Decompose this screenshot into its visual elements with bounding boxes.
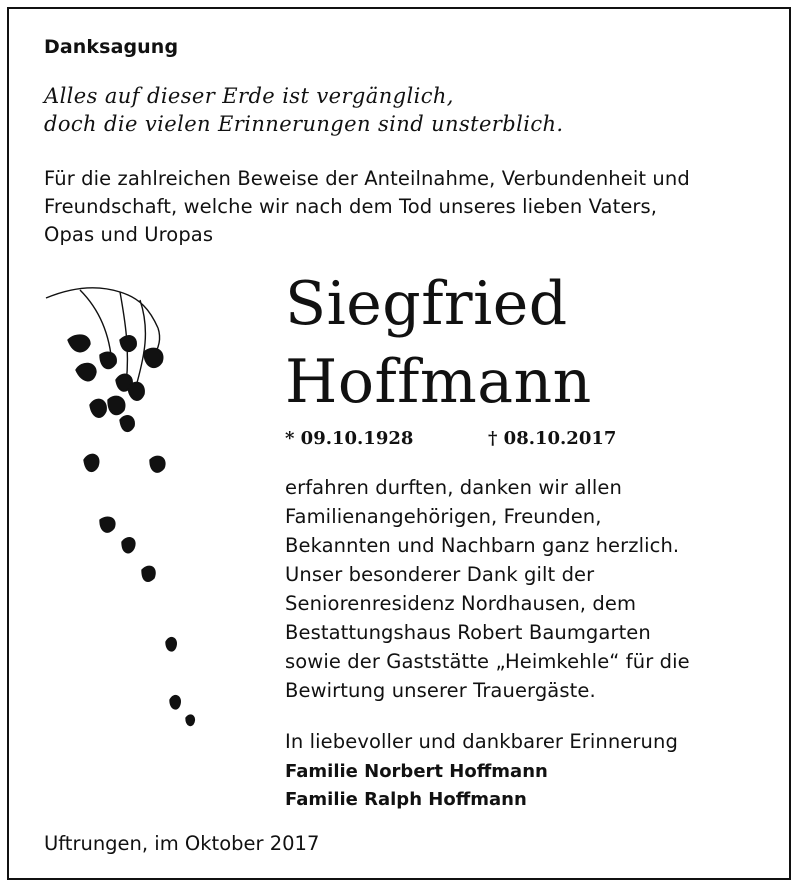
deceased-last-name: Hoffmann bbox=[285, 347, 592, 417]
birth-date: * 09.10.1928 bbox=[285, 428, 414, 449]
body-line-2: Familienangehörigen, Freunden, bbox=[285, 505, 602, 528]
quote-line-2: doch die vielen Erinnerungen sind unsterblich. bbox=[44, 112, 564, 136]
body-line-5: Seniorenresidenz Nordhausen, dem bbox=[285, 592, 637, 615]
deceased-first-name: Siegfried bbox=[285, 269, 568, 339]
body-line-3: Bekannten und Nachbarn ganz herzlich. bbox=[285, 534, 680, 557]
intro-line-2: Freundschaft, welche wir nach dem Tod unseres lieben Vaters, bbox=[44, 195, 658, 218]
heading: Danksagung bbox=[44, 36, 179, 58]
intro-line-3: Opas und Uropas bbox=[44, 223, 214, 246]
intro-line-1: Für die zahlreichen Beweise der Anteilnahme, Verbundenheit und bbox=[44, 167, 690, 190]
body-line-6: Bestattungshaus Robert Baumgarten bbox=[285, 621, 651, 644]
falling-leaves-icon bbox=[40, 280, 230, 740]
place-date-footer: Uftrungen, im Oktober 2017 bbox=[44, 832, 320, 855]
family-signature-2: Familie Ralph Hoffmann bbox=[285, 789, 527, 810]
quote-line-1: Alles auf dieser Erde ist vergänglich, bbox=[44, 84, 454, 108]
family-signature-1: Familie Norbert Hoffmann bbox=[285, 761, 548, 782]
body-line-7: sowie der Gaststätte „Heimkehle“ für die bbox=[285, 650, 690, 673]
body-line-4: Unser besonderer Dank gilt der bbox=[285, 563, 595, 586]
body-line-1: erfahren durften, danken wir allen bbox=[285, 476, 622, 499]
closing-line: In liebevoller und dankbarer Erinnerung bbox=[285, 730, 678, 753]
body-line-8: Bewirtung unserer Trauergäste. bbox=[285, 679, 596, 702]
death-date: † 08.10.2017 bbox=[488, 428, 617, 449]
